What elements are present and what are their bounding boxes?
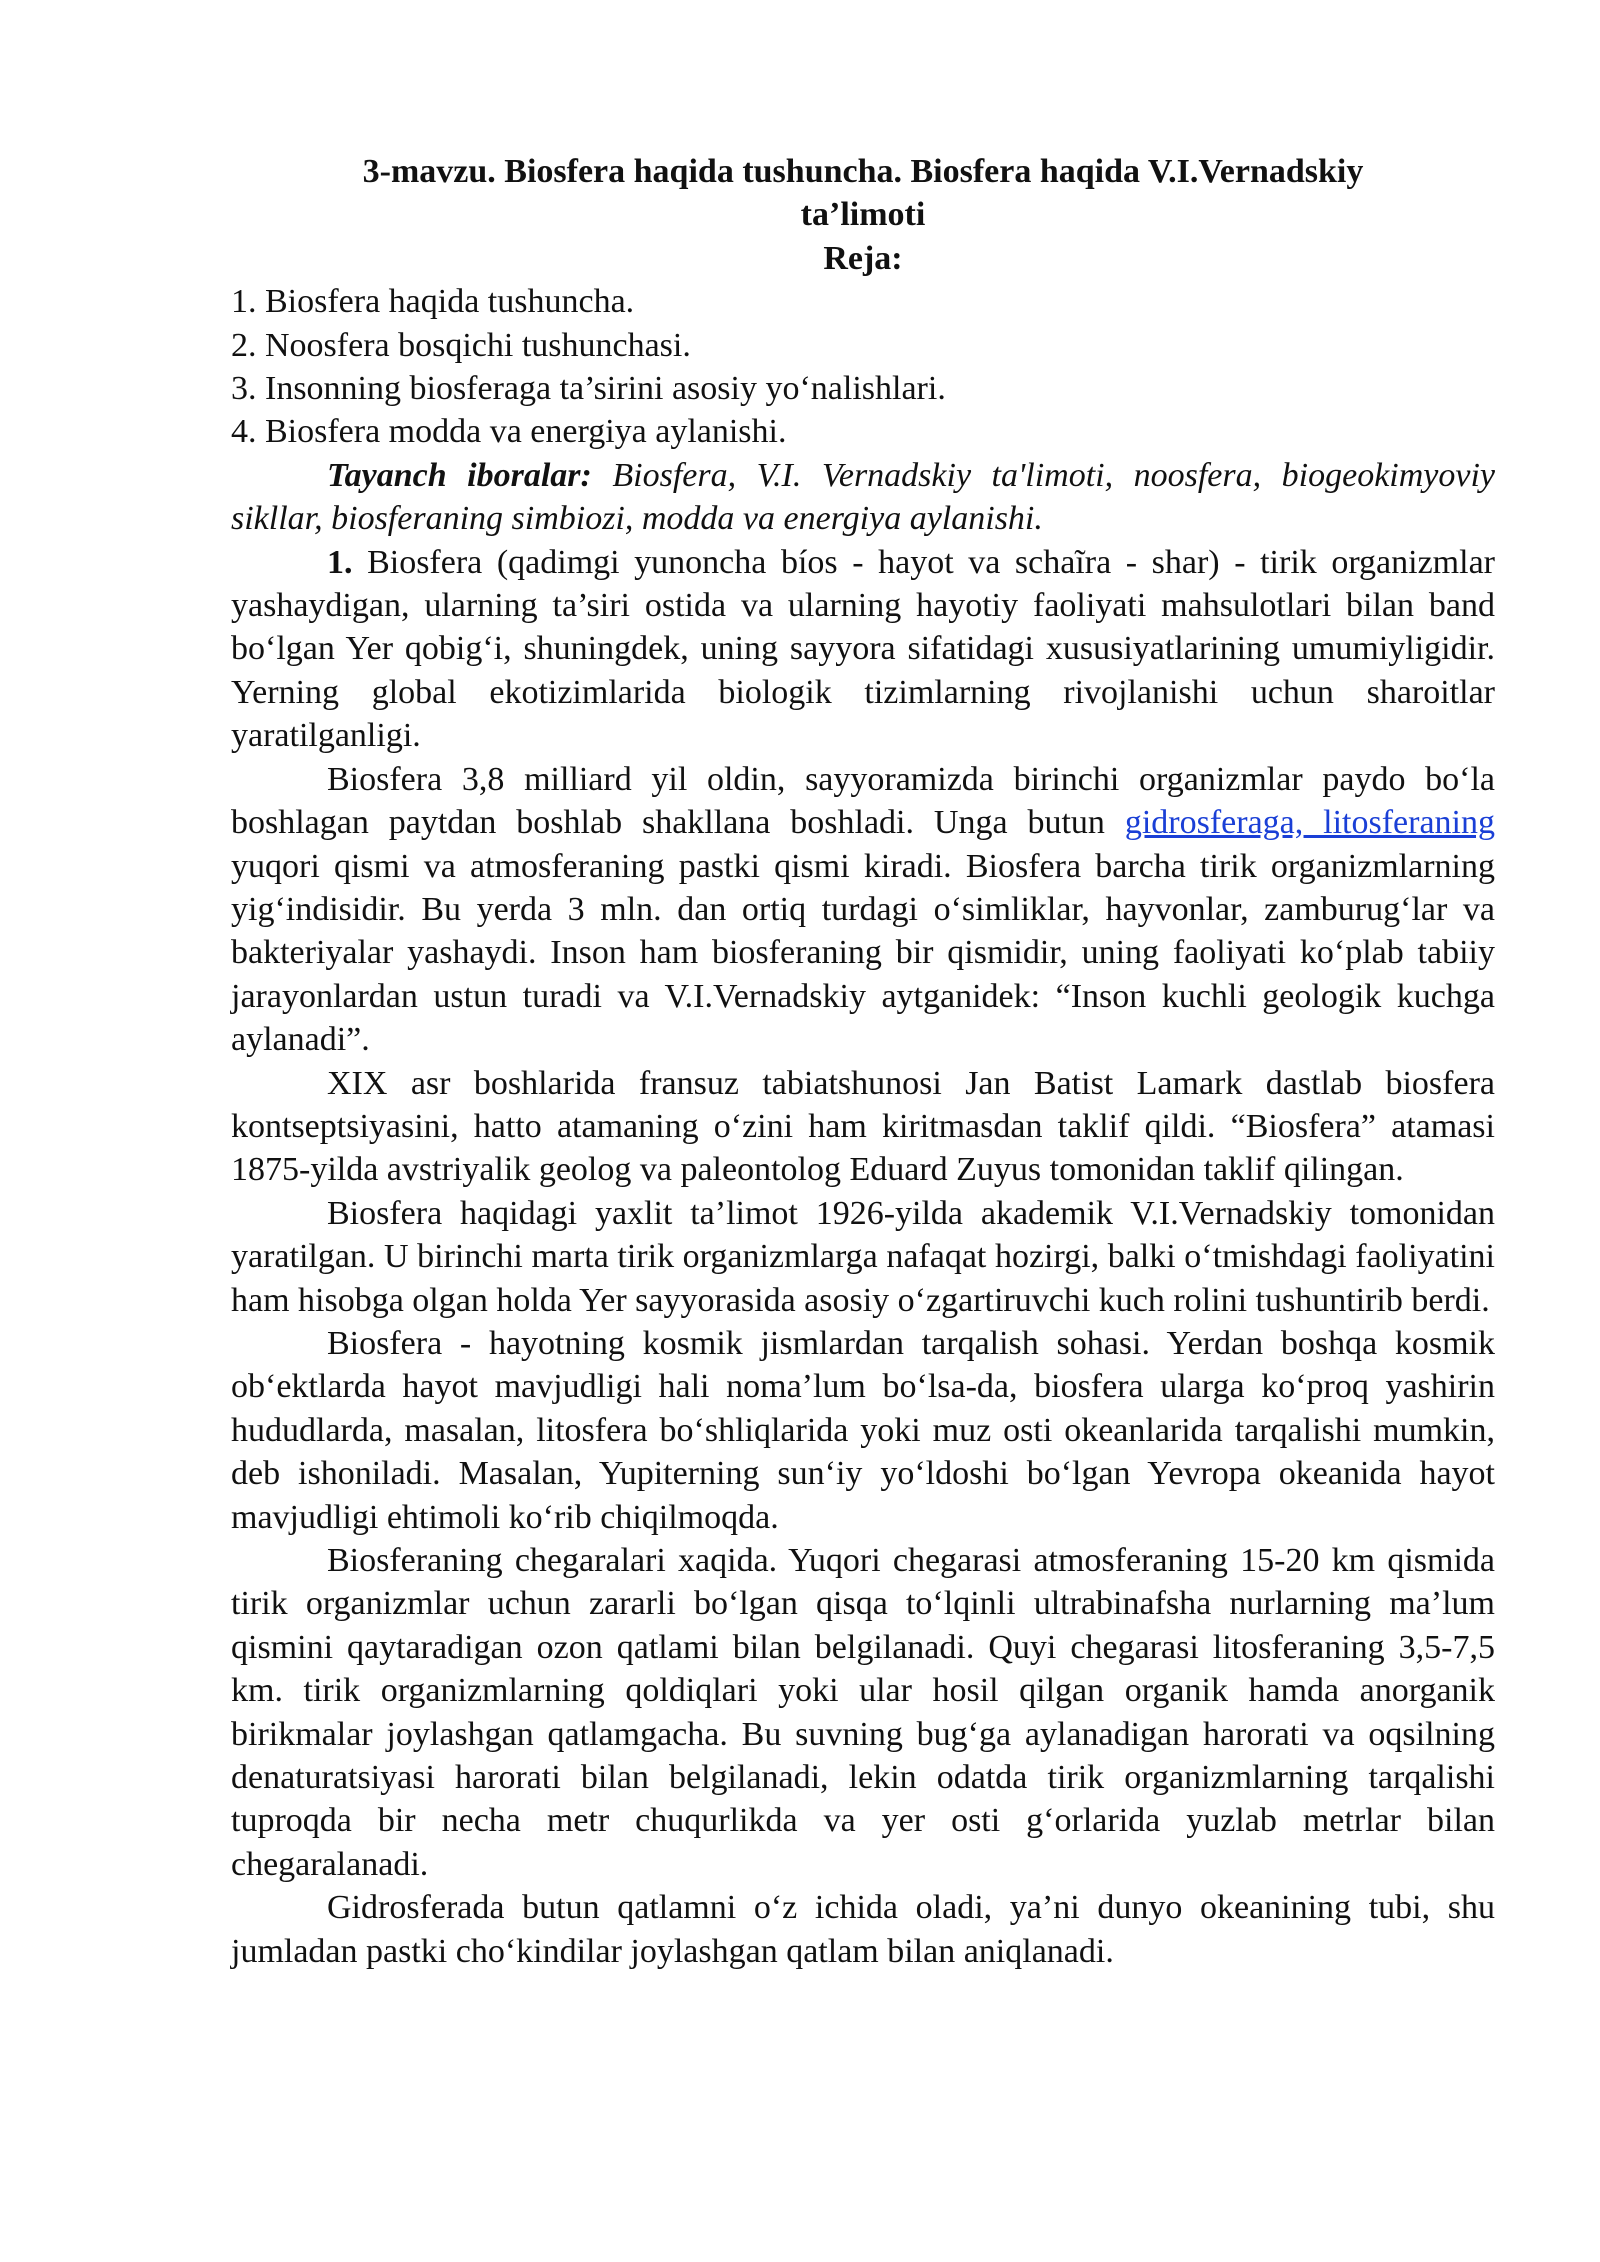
paragraph-3: XIX asr boshlarida fransuz tabiatshunosi Jan Batist Lamark dastlab biosfera kontseptsiyasini, hatto atamaning o‘zini ham kiritmasdan taklif qildi. “Biosfera” atamasi 1875-yilda avstriyalik geolog va paleontolog Eduard Zuyus tomonidan taklif qilingan. (231, 1064, 1495, 1189)
paragraph-2-text-before: Biosfera 3,8 milliard yil oldin, sayyoramizda birinchi organizmlar paydo bo‘la boshlagan paytdan boshlab shakllana boshladi. Unga butun (231, 760, 1495, 842)
paragraph-6: Biosferaning chegaralari xaqida. Yuqori chegarasi atmosferaning 15-20 km qismida tirik organizmlar uchun zararli bo‘lgan qisqa to‘lqinli ultrabinafsha nurlarning ma’lum qismini qaytaradigan ozon qatlami bilan belgilanadi. Quyi chegarasi litosferaning 3,5-7,5 km. tirik organizmlarning qoldiqlari yoki ular hosil qilgan organik hamda anorganik birikmalar joylashgan qatlamgacha. Bu suvning bug‘ga aylanadigan harorati va oqsilning denaturatsiyasi harorati bilan belgilanadi, lekin odatda tirik organizmlarning tarqalishi tuproqda bir necha metr chuqurlikda va yer osti g‘orlarida yuzlab metrlar bilan chegaralanadi. (231, 1542, 1495, 1883)
keywords-label: Tayanch iboralar: (327, 456, 592, 494)
plan-item-1: 1. Biosfera haqida tushuncha. (231, 283, 635, 321)
paragraph-1 (231, 541, 1495, 758)
plan-item-4: 4. Biosfera modda va energiya aylanishi. (231, 413, 787, 451)
paragraph-5: Biosfera - hayotning kosmik jismlardan tarqalish sohasi. Yerdan boshqa kosmik ob‘ektlarda hayot mavjudligi hali noma’lum bo‘lsa-da, biosfera ularga ko‘proq yashirin hududlarda, masalan, litosfera bo‘shliqlarida yoki muz osti okeanlarida tarqalishi mumkin, deb ishoniladi. Masalan, Yupiterning sun‘iy yo‘ldoshi bo‘lgan Yevropa okeanida hayot mavjudligi ehtimoli ko‘rib chiqilmoqda. (231, 1324, 1495, 1536)
plan-item-3: 3. Insonning biosferaga ta’sirini asosiy yo‘nalishlari. (231, 370, 946, 408)
title-line-2: ta’limoti (800, 196, 926, 234)
document-body (231, 150, 1495, 1973)
plan-item-2: 2. Noosfera bosqichi tushunchasi. (231, 326, 691, 364)
hydrosphere-link[interactable]: gidrosferaga, litosferaning (1124, 804, 1495, 842)
paragraph-7: Gidrosferada butun qatlamni o‘z ichida oladi, ya’ni dunyo okeanining tubi, shu jumladan pastki cho‘kindilar joylashgan qatlam bilan aniqlanadi. (231, 1889, 1495, 1970)
keywords-text: Biosfera, V.I. Vernadskiy ta'limoti, noosfera, biogeokimyoviy sikllar, biosferaning simbiozi, modda va energiya aylanishi. (231, 456, 1496, 538)
keywords-paragraph (231, 454, 1495, 541)
paragraph-2 (231, 758, 1495, 1062)
page-title (231, 150, 1495, 280)
paragraph-2-text-after: yuqori qismi va atmosferaning pastki qismi kiradi. Biosfera barcha tirik organizmlarning yig‘indisidir. Bu yerda 3 mln. dan ortiq turdagi o‘simliklar, hayvonlar, zamburug‘lar va bakteriyalar yashaydi. Inson ham biosferaning bir qismidir, uning faoliyati ko‘plab tabiiy jarayonlardan ustun turadi va V.I.Vernadskiy aytganidek: “Inson kuchli geologik kuchga aylanadi”. (231, 847, 1495, 1059)
paragraph-4: Biosfera haqidagi yaxlit ta’limot 1926-yilda akademik V.I.Vernadskiy tomonidan yaratilgan. U birinchi marta tirik organizmlarga nafaqat hozirgi, balki o‘tmishdagi faoliyatini ham hisobga olgan holda Yer sayyorasida asosiy o‘zgartiruvchi kuch rolini tushuntirib berdi. (231, 1194, 1495, 1319)
paragraph-1-text: Biosfera (qadimgi yunoncha bíos - hayot va schaĩra - shar) - tirik organizmlar yashaydigan, ularning ta’siri ostida va ularning hayotiy faoliyati mahsulotlari bilan band bo‘lgan Yer qobig‘i, shuningdek, uning sayyora sifatidagi xususiyatlarining umumiyligidir. Yerning global ekotizimlarida biologik tizimlarning rivojlanishi uchun sharoitlar yaratilganligi. (231, 543, 1495, 755)
title-line-1: 3-mavzu. Biosfera haqida tushuncha. Biosfera haqida V.I.Vernadskiy (362, 153, 1364, 190)
plan-heading: Reja: (823, 239, 903, 277)
section-number: 1. (327, 543, 353, 581)
